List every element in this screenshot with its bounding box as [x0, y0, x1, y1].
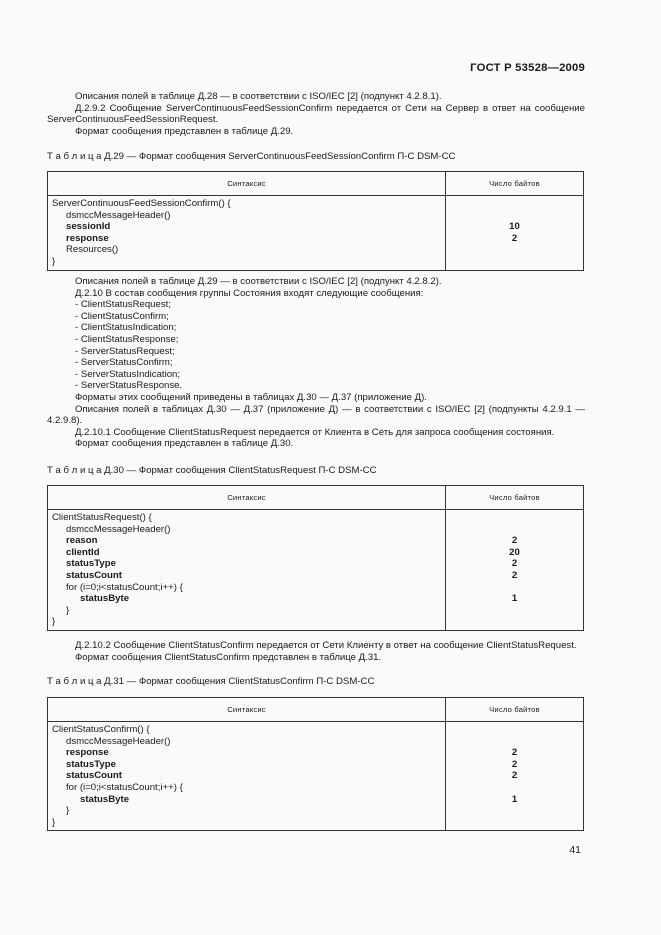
table-d31 [47, 697, 584, 831]
syntax-cell [48, 196, 446, 271]
syntax-line: ServerContinuousFeedSessionConfirm() { [52, 198, 231, 209]
byte-count [446, 210, 583, 222]
syntax-line: dsmccMessageHeader() [66, 735, 171, 747]
byte-count [446, 198, 583, 210]
byte-count [446, 616, 583, 628]
bytes-cell [446, 510, 584, 631]
table-d29 [47, 171, 584, 271]
syntax-line: dsmccMessageHeader() [66, 523, 171, 535]
syntax-line: statusByte [80, 793, 130, 805]
list-item: - ServerStatusResponse. [75, 380, 183, 392]
list-item: - ClientStatusIndication; [75, 322, 177, 334]
byte-count [446, 524, 583, 536]
byte-count [446, 736, 583, 748]
syntax-line: } [52, 255, 56, 267]
paragraph: Описания полей в таблице Д.28 — в соответствии с ISO/IEC [2] (подпункт 4.2.8.1). [75, 91, 442, 102]
syntax-line: ClientStatusRequest() { [52, 512, 152, 523]
byte-count: 1 [511, 593, 518, 605]
intro-paragraphs [47, 91, 585, 137]
column-header-syntax: Синтаксис [48, 172, 446, 196]
byte-count [446, 817, 583, 829]
table-caption-d30: Т а б л и ц а Д.30 — Формат сообщения ClientStatusRequest П-С DSM-CC [47, 465, 377, 476]
byte-count [446, 244, 583, 256]
column-header-bytes: Число байтов [446, 172, 584, 196]
client-status-confirm-paragraphs [47, 640, 585, 663]
syntax-line: } [66, 604, 70, 616]
column-header-syntax: Синтаксис [48, 698, 446, 722]
syntax-line: Resources() [66, 244, 119, 256]
syntax-line: statusType [66, 758, 116, 770]
syntax-line: } [52, 616, 56, 628]
byte-count: 2 [511, 535, 518, 547]
syntax-line: reason [66, 535, 98, 547]
byte-count: 2 [511, 232, 518, 244]
byte-count: 2 [511, 747, 518, 759]
list-item: - ServerStatusConfirm; [75, 357, 173, 369]
syntax-line: dsmccMessageHeader() [66, 209, 171, 221]
paragraph: Формат сообщения ClientStatusConfirm представлен в таблице Д.31. [75, 651, 382, 663]
list-item: - ClientStatusConfirm; [75, 310, 169, 322]
byte-count [446, 782, 583, 794]
paragraph: Описания полей в таблице Д.29 — в соответствии с ISO/IEC [2] (подпункт 4.2.8.2). [75, 276, 442, 287]
column-header-syntax: Синтаксис [48, 486, 446, 510]
syntax-line: response [66, 747, 109, 759]
paragraph: Д.2.10.2 Сообщение ClientStatusConfirm передается от Сети Клиенту в ответ на сообщение ClientStatusRequest. [75, 640, 577, 651]
syntax-line: } [52, 816, 56, 828]
list-item: - ClientStatusRequest; [75, 299, 171, 311]
paragraph: Формат сообщения представлен в таблице Д.29. [75, 125, 294, 137]
syntax-cell [48, 722, 446, 831]
syntax-line: clientId [66, 546, 100, 558]
byte-count: 2 [511, 770, 518, 782]
column-header-bytes: Число байтов [446, 698, 584, 722]
standard-header: ГОСТ Р 53528—2009 [470, 62, 585, 74]
syntax-line: } [66, 805, 70, 817]
syntax-line: for (i=0;i<statusCount;i++) { [66, 581, 183, 593]
paragraph: Д.2.10 В состав сообщения группы Состояния входят следующие сообщения: [75, 287, 424, 299]
status-group-paragraphs [47, 276, 585, 450]
byte-count: 1 [511, 793, 518, 805]
column-header-bytes: Число байтов [446, 486, 584, 510]
table-caption-d31: Т а б л и ц а Д.31 — Формат сообщения ClientStatusConfirm П-С DSM-CC [47, 676, 375, 687]
paragraph: Описания полей в таблицах Д.30 — Д.37 (приложение Д) — в соответствии с ISO/IEC [2] (подпункты 4.2.9.1 — 4.2.9.8). [47, 403, 585, 427]
syntax-line: statusType [66, 558, 116, 570]
paragraph: Д.2.10.1 Сообщение ClientStatusRequest передается от Клиента в Сеть для запроса сообщения состояния. [75, 426, 555, 438]
paragraph: Формат сообщения представлен в таблице Д.30. [75, 438, 294, 450]
paragraph: Форматы этих сообщений приведены в таблицах Д.30 — Д.37 (приложение Д). [75, 391, 427, 403]
syntax-line: statusByte [80, 593, 130, 605]
byte-count: 10 [509, 221, 520, 233]
paragraph: Д.2.9.2 Сообщение ServerContinuousFeedSessionConfirm передается от Сети на Сервер в ответ на сообщение ServerContinuousFeedSessionRequest. [47, 102, 585, 126]
bytes-cell [446, 196, 584, 271]
syntax-line: response [66, 232, 109, 244]
table-d30 [47, 485, 584, 631]
syntax-line: statusCount [66, 770, 122, 782]
list-item: - ServerStatusIndication; [75, 368, 181, 380]
byte-count: 2 [511, 558, 518, 570]
message-list [47, 299, 585, 392]
byte-count [446, 582, 583, 594]
syntax-cell [48, 510, 446, 631]
bytes-cell [446, 722, 584, 831]
syntax-line: statusCount [66, 569, 122, 581]
page-number: 41 [569, 844, 581, 856]
list-item: - ClientStatusResponse; [75, 333, 179, 345]
syntax-line: ClientStatusConfirm() { [52, 724, 150, 735]
byte-count [446, 805, 583, 817]
byte-count: 2 [511, 569, 518, 581]
byte-count [446, 605, 583, 617]
byte-count [446, 512, 583, 524]
byte-count: 2 [511, 758, 518, 770]
list-item: - ServerStatusRequest; [75, 345, 175, 357]
byte-count [446, 256, 583, 268]
table-caption-d29: Т а б л и ц а Д.29 — Формат сообщения ServerContinuousFeedSessionConfirm П-С DSM-CC [47, 151, 456, 162]
byte-count [446, 724, 583, 736]
syntax-line: for (i=0;i<statusCount;i++) { [66, 781, 183, 793]
byte-count: 20 [509, 546, 520, 558]
syntax-line: sessionId [66, 221, 111, 233]
